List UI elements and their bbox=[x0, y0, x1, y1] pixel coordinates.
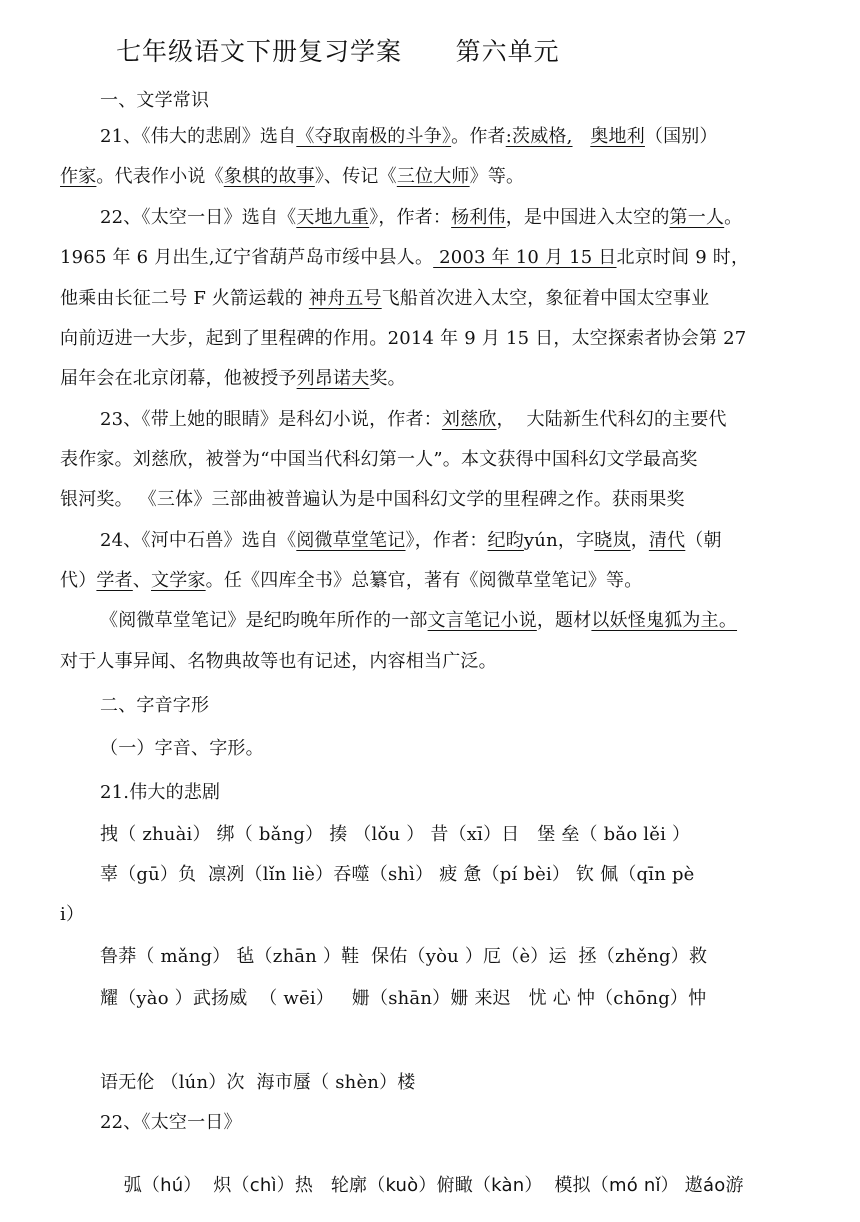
text: 24、《河中石兽》选自《 bbox=[100, 530, 297, 551]
underlined-answer: :茨威格, bbox=[505, 126, 573, 147]
pinyin-line-6: 语无伦 （lún）次 海市蜃（ shèn）楼 bbox=[100, 1072, 416, 1093]
paragraph-22-line-1 bbox=[100, 203, 805, 229]
underlined-answer: 三位大师 bbox=[396, 166, 470, 187]
text: 游 bbox=[725, 1175, 744, 1196]
underlined-answer: 《夺取南极的斗争》 bbox=[296, 126, 452, 147]
text: ） 模拟（ bbox=[524, 1175, 609, 1196]
underlined-answer: 第一人 bbox=[669, 207, 725, 228]
underlined-answer: 天地九重 bbox=[296, 207, 370, 228]
paragraph-24-line-2 bbox=[60, 566, 805, 592]
page-title: 七年级语文下册复习学案 第六单元 bbox=[116, 37, 560, 66]
paragraph-21-line-1 bbox=[100, 122, 805, 148]
text: 》、传记《 bbox=[314, 166, 397, 187]
pinyin: kuò bbox=[385, 1175, 419, 1196]
pinyin: mó nǐ bbox=[608, 1175, 661, 1196]
text: （国别） bbox=[644, 126, 718, 147]
text: ）热 轮廓（ bbox=[276, 1175, 386, 1196]
paragraph-22-line-2 bbox=[60, 243, 805, 269]
text: 他乘由长征二号 F 火箭运载的 bbox=[60, 288, 309, 309]
text: ） 炽（ bbox=[183, 1175, 250, 1196]
underlined-answer: 杨利伟 bbox=[451, 207, 506, 228]
text: 22、《太空一日》选自《 bbox=[100, 207, 297, 228]
paragraph-22-line-5 bbox=[60, 364, 805, 390]
text: 北京时间 9 时， bbox=[616, 247, 750, 268]
lesson-heading-22: 22、《太空一日》 bbox=[100, 1112, 242, 1133]
paragraph-24-line-3 bbox=[100, 606, 805, 632]
text: 1965 年 6 月出生,辽宁省葫芦岛市绥中县人。 bbox=[60, 247, 434, 268]
text: 届年会在北京闭幕，他被授予 bbox=[60, 368, 297, 389]
pinyin-line-7 bbox=[100, 1150, 805, 1218]
text: 21、《伟大的悲剧》选自 bbox=[100, 126, 297, 147]
text: 。作者 bbox=[451, 126, 506, 147]
pinyin-line-1: 拽（ zhuài） 绑（ bǎng） 揍 （lǒu ） 昔（xī）日 堡 垒（ bǎo lěi ） bbox=[100, 824, 691, 845]
underlined-answer: 作家 bbox=[60, 166, 97, 187]
underlined-answer: 象棋的故事 bbox=[223, 166, 315, 187]
pinyin: kàn bbox=[491, 1175, 525, 1196]
underlined-answer: 文学家 bbox=[151, 570, 206, 591]
section-heading-pronunciation: 二、字音字形 bbox=[100, 695, 210, 716]
section-heading-literature: 一、文学常识 bbox=[100, 90, 210, 111]
text: 飞船首次进入太空，象征着中国太空事业 bbox=[381, 288, 710, 309]
paragraph-24-line-1 bbox=[100, 526, 805, 552]
underlined-answer: 2003 年 10 月 15 日 bbox=[433, 247, 617, 268]
underlined-answer: 晓岚 bbox=[594, 530, 631, 551]
pinyin: áo bbox=[702, 1175, 726, 1196]
text: ，是中国进入太空的 bbox=[505, 207, 670, 228]
text: 。代表作小说《 bbox=[96, 166, 224, 187]
text: 代） bbox=[60, 570, 97, 591]
text: yún，字 bbox=[523, 530, 595, 551]
underlined-answer: 以妖怪鬼狐为主。 bbox=[591, 610, 738, 631]
pinyin-line-4: 鲁莽（ mǎng） 毡（zhān ）鞋 保佑（yòu ）厄（è）运 拯（zhěng）救 bbox=[100, 946, 708, 967]
text: 。任《四库全书》总纂官，著有《阅微草堂笔记》等。 bbox=[205, 570, 643, 591]
text: 。 bbox=[724, 207, 743, 228]
pinyin: hú bbox=[160, 1175, 184, 1196]
underlined-answer: 奥地利 bbox=[590, 126, 645, 147]
paragraph-21-line-2 bbox=[60, 162, 805, 188]
text: ， bbox=[630, 530, 649, 551]
underlined-answer: 神舟五号 bbox=[308, 288, 382, 309]
text: 》，作者： bbox=[405, 530, 488, 551]
underlined-answer: 纪昀 bbox=[487, 530, 524, 551]
underlined-answer: 清代 bbox=[648, 530, 686, 551]
text: 《阅微草堂笔记》是纪昀晚年所作的一部 bbox=[100, 610, 428, 631]
paragraph-24-line-4: 对于人事异闻、名物典故等也有记述，内容相当广泛。 bbox=[60, 651, 497, 672]
text: ）俯瞰（ bbox=[418, 1175, 492, 1196]
paragraph-22-line-4: 向前迈进一大步，起到了里程碑的作用。2014 年 9 月 15 日，太空探索者协会第 27 bbox=[60, 328, 747, 349]
pinyin-line-5: 耀（yào ）武扬威 （ wēi） 姗（shān）姗 来迟 忧 心 忡（chōng）忡 bbox=[100, 988, 707, 1009]
underlined-answer: 学者 bbox=[96, 570, 133, 591]
paragraph-23-line-2: 表作家。刘慈欣，被誉为“中国当代科幻第一人”。本文获得中国科幻文学最高奖 bbox=[60, 449, 698, 470]
pinyin-line-2: 辜（gū）负 凛冽（lǐn liè）吞噬（shì） 疲 惫（pí bèi） 钦 佩（qīn pè bbox=[100, 864, 695, 885]
underlined-answer: 文言笔记小说 bbox=[427, 610, 537, 631]
subsection-heading: （一）字音、字形。 bbox=[100, 738, 264, 759]
paragraph-23-line-3: 银河奖。 《三体》三部曲被普遍认为是中国科幻文学的里程碑之作。获雨果奖 bbox=[60, 489, 685, 510]
text: 、 bbox=[132, 570, 152, 591]
paragraph-23-line-1 bbox=[100, 405, 805, 431]
underlined-answer: 刘慈欣 bbox=[441, 409, 497, 430]
pinyin: chì bbox=[249, 1175, 277, 1196]
text bbox=[573, 126, 591, 147]
pinyin-line-3: i） bbox=[60, 904, 85, 925]
text: 奖。 bbox=[369, 368, 406, 389]
text: ） 遨 bbox=[660, 1175, 703, 1196]
underlined-answer: 阅微草堂笔记 bbox=[296, 530, 406, 551]
text: 弧（ bbox=[123, 1175, 161, 1196]
text: ， 大陆新生代科幻的主要代 bbox=[496, 409, 727, 430]
underlined-answer: 列昂诺夫 bbox=[296, 368, 370, 389]
lesson-heading-21: 21.伟大的悲剧 bbox=[100, 782, 221, 803]
text: ，题材 bbox=[536, 610, 592, 631]
text: 》，作者： bbox=[369, 207, 452, 228]
text: 》等。 bbox=[469, 166, 525, 187]
text: （朝 bbox=[685, 530, 722, 551]
paragraph-22-line-3 bbox=[60, 284, 805, 310]
text: 23、《带上她的眼睛》是科幻小说，作者： bbox=[100, 409, 442, 430]
